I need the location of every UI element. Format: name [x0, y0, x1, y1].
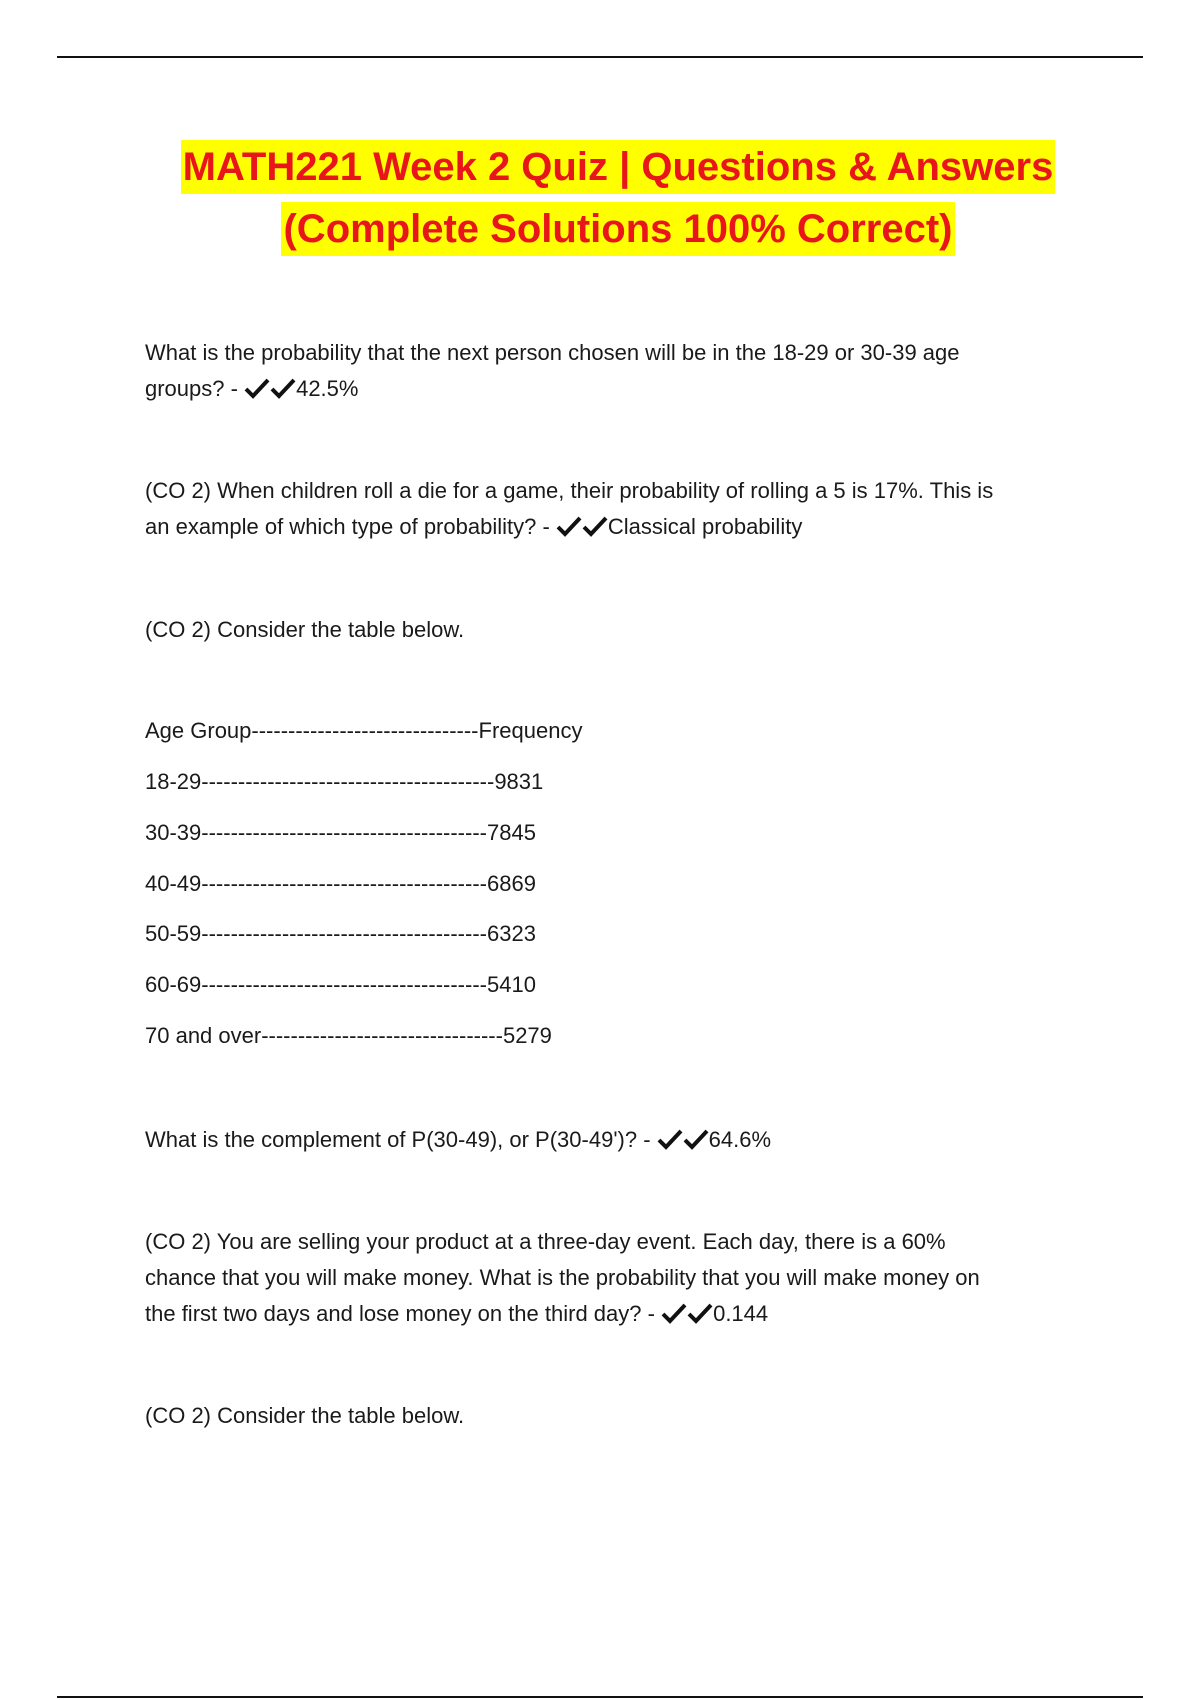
table-row: 18-29----------------------------------------9831	[145, 769, 544, 794]
question-2-text-line-1: (CO 2) When children roll a die for a game, their probability of rolling a 5 is 17%. This is	[145, 478, 994, 503]
question-2-answer: Classical probability	[607, 514, 803, 539]
question-3-text: What is the complement of P(30-49), or P(30-49')? -	[145, 1127, 651, 1152]
checkmark-icon	[582, 515, 608, 537]
question-3	[145, 1122, 1085, 1158]
checkmark-icon	[244, 377, 270, 399]
question-3-answer: 64.6%	[708, 1127, 772, 1152]
checkmark-icon	[687, 1302, 713, 1324]
question-4-text-line-2: chance that you will make money. What is the probability that you will make money on	[145, 1265, 980, 1290]
table-row: 60-69---------------------------------------5410	[145, 972, 536, 997]
question-4-text-line-1: (CO 2) You are selling your product at a three-day event. Each day, there is a 60%	[145, 1229, 946, 1254]
table-intro: (CO 2) Consider the table below.	[145, 617, 465, 642]
question-1-text-line-2: groups? -	[145, 376, 238, 401]
question-1	[145, 335, 1085, 407]
question-1-text-line-1: What is the probability that the next person chosen will be in the 18-29 or 30-39 age	[145, 340, 960, 365]
table-row: 40-49---------------------------------------6869	[145, 871, 536, 896]
title-line-1: MATH221 Week 2 Quiz | Questions & Answers	[181, 140, 1056, 194]
checkmark-icon	[270, 377, 296, 399]
question-4-text-line-3: the first two days and lose money on the third day? -	[145, 1301, 655, 1326]
question-2-text-line-2: an example of which type of probability? -	[145, 514, 550, 539]
checkmark-icon	[556, 515, 582, 537]
question-1-answer: 42.5%	[296, 376, 359, 401]
table-row: 50-59---------------------------------------6323	[145, 921, 536, 946]
top-rule	[57, 56, 1143, 58]
question-4-answer: 0.144	[713, 1301, 769, 1326]
question-4	[145, 1224, 1085, 1332]
question-2	[145, 473, 1085, 545]
checkmark-icon	[683, 1128, 709, 1150]
checkmark-icon	[657, 1128, 683, 1150]
title-line-2: (Complete Solutions 100% Correct)	[281, 202, 954, 256]
title-block	[0, 140, 1200, 264]
checkmark-icon	[661, 1302, 687, 1324]
table-header: Age Group-------------------------------Frequency	[145, 718, 583, 743]
table-row: 30-39---------------------------------------7845	[145, 820, 536, 845]
table-row: 70 and over---------------------------------5279	[145, 1023, 552, 1048]
bottom-rule	[57, 1696, 1143, 1698]
table-intro-2: (CO 2) Consider the table below.	[145, 1403, 465, 1428]
